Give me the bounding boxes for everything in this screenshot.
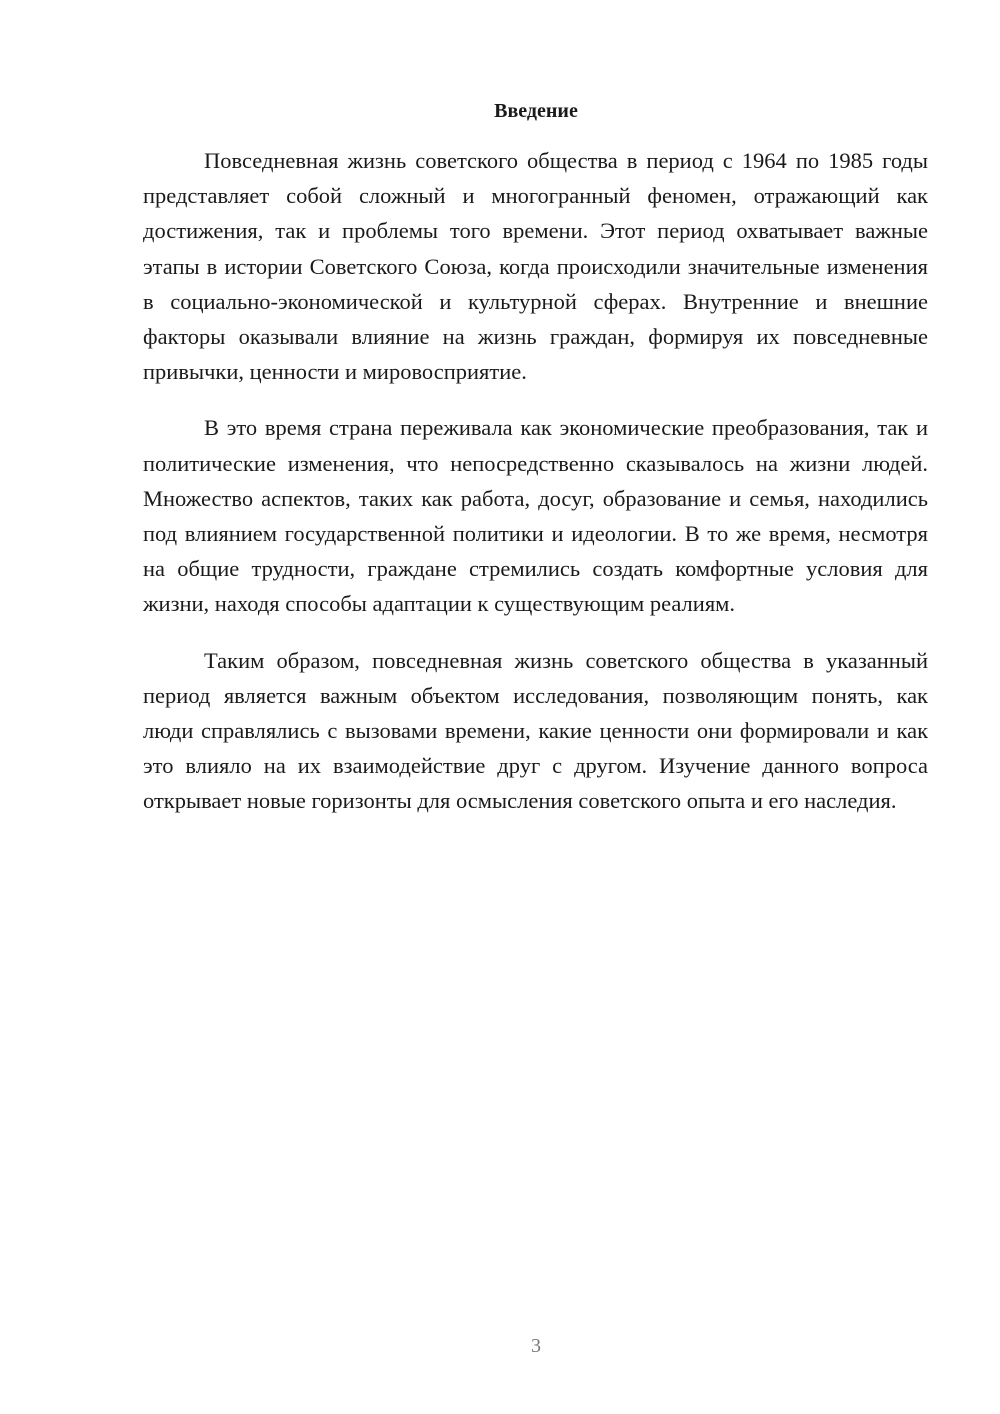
body-text (143, 143, 928, 819)
paragraph-3: Таким образом, повседневная жизнь советского общества в указанный период является важным объектом исследования, позволяющим понять, как люди справлялись с вызовами времени, какие ценности они формировали и как это влияло на их взаимодействие друг с другом. Изучение данного вопроса открывает новые горизонты для осмысления советского опыта и его наследия. (143, 647, 928, 814)
paragraph-1: Повседневная жизнь советского общества в период с 1964 по 1985 годы представляет собой сложный и многогранный феномен, отражающий как достижения, так и проблемы того времени. Этот период охватывает важные этапы в истории Советского Союза, когда происходили значительные изменения в социально-экономической и культурной сферах. Внутренние и внешние факторы оказывали влияние на жизнь граждан, формируя их повседневные привычки, ценности и мировосприятие. (143, 148, 928, 385)
page-number: 3 (531, 1335, 541, 1357)
paragraph-2: В это время страна переживала как экономические преобразования, так и политические изменения, что непосредственно сказывалось на жизни людей. Множество аспектов, таких как работа, досуг, образование и семья, находились под влиянием государственной политики и идеологии. В то же время, несмотря на общие трудности, граждане стремились создать комфортные условия для жизни, находя способы адаптации к существующим реалиям. (143, 415, 928, 617)
page-title: Введение (494, 100, 578, 122)
